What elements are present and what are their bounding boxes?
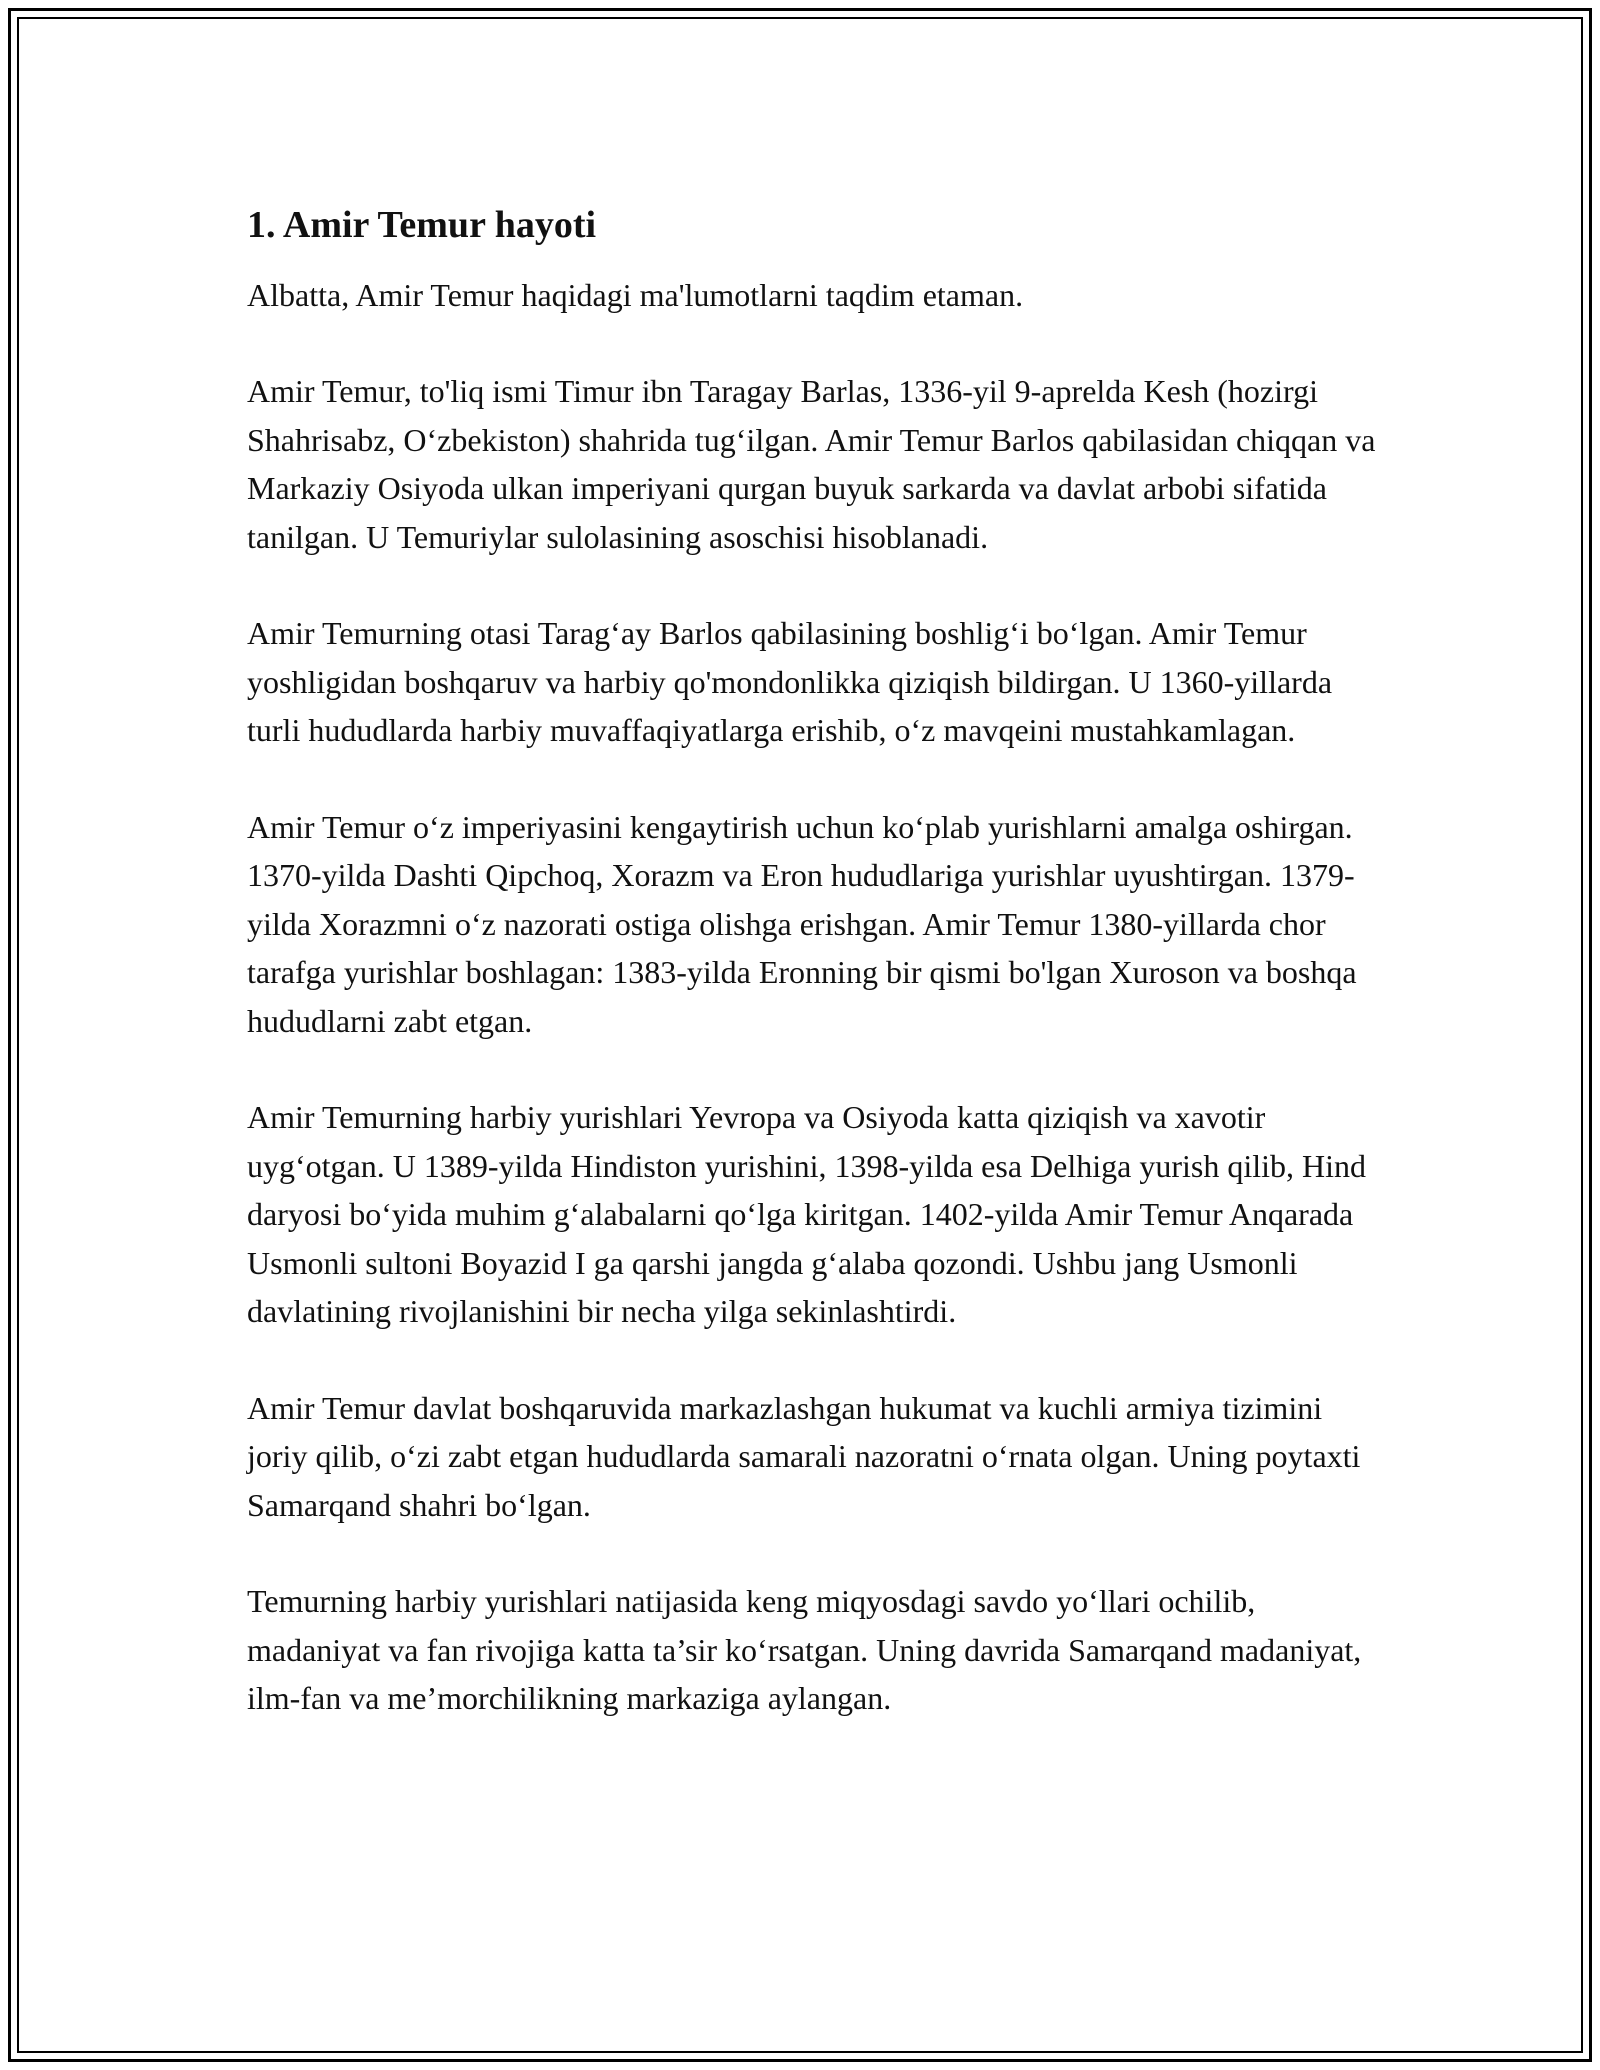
paragraph-6: Temurning harbiy yurishlari natijasida keng miqyosdagi savdo yo‘llari ochilib, madaniyat va fan rivojiga katta ta’sir ko‘rsatgan. Uning davrida Samarqand madaniyat, ilm-fan va me’morchilikning markaziga aylangan. xyxy=(247,1583,1362,1716)
paragraph-3: Amir Temur o‘z imperiyasini kengaytirish uchun ko‘plab yurishlarni amalga oshirgan. 1370-yilda Dashti Qipchoq, Xorazm va Eron hududlariga yurishlar uyushtirgan. 1379-yilda Xorazmni o‘z nazorati ostiga olishga erishgan. Amir Temur 1380-yillarda chor tarafga yurishlar boshlagan: 1383-yilda Eronning bir qismi bo'lgan Xuroson va boshqa hududlarni zabt etgan. xyxy=(247,808,1357,1039)
page-border xyxy=(8,8,1592,2062)
paragraph-2: Amir Temurning otasi Tarag‘ay Barlos qabilasining boshlig‘i bo‘lgan. Amir Temur yoshligidan boshqaruv va harbiy qo'mondonlikka qiziqish bildirgan. U 1360-yillarda turli hududlarda harbiy muvaffaqiyatlarga erishib, o‘z mavqeini mustahkamlagan. xyxy=(247,615,1333,748)
paragraph-4: Amir Temurning harbiy yurishlari Yevropa va Osiyoda katta qiziqish va xavotir uyg‘otgan. U 1389-yilda Hindiston yurishini, 1398-yilda esa Delhiga yurish qilib, Hind daryosi bo‘yida muhim g‘alabalarni qo‘lga kiritgan. 1402-yilda Amir Temur Anqarada Usmonli sultoni Boyazid I ga qarshi jangda g‘alaba qozondi. Ushbu jang Usmonli davlatining rivojlanishini bir necha yilga sekinlashtirdi. xyxy=(247,1099,1366,1329)
document-body xyxy=(247,199,1377,1771)
section-heading: 1. Amir Temur hayoti xyxy=(247,204,597,246)
intro-paragraph: Albatta, Amir Temur haqidagi ma'lumotlarni taqdim etaman. xyxy=(247,277,1024,313)
paragraph-1: Amir Temur, to'liq ismi Timur ibn Taragay Barlas, 1336-yil 9-aprelda Kesh (hozirgi Shahrisabz, O‘zbekiston) shahrida tug‘ilgan. Amir Temur Barlos qabilasidan chiqqan va Markaziy Osiyoda ulkan imperiyani qurgan buyuk sarkarda va davlat arbobi sifatida tanilgan. U Temuriylar sulolasining asoschisi hisoblanadi. xyxy=(247,373,1376,555)
paragraph-5: Amir Temur davlat boshqaruvida markazlashgan hukumat va kuchli armiya tizimini joriy qilib, o‘zi zabt etgan hududlarda samarali nazoratni o‘rnata olgan. Uning poytaxti Samarqand shahri bo‘lgan. xyxy=(247,1389,1361,1523)
